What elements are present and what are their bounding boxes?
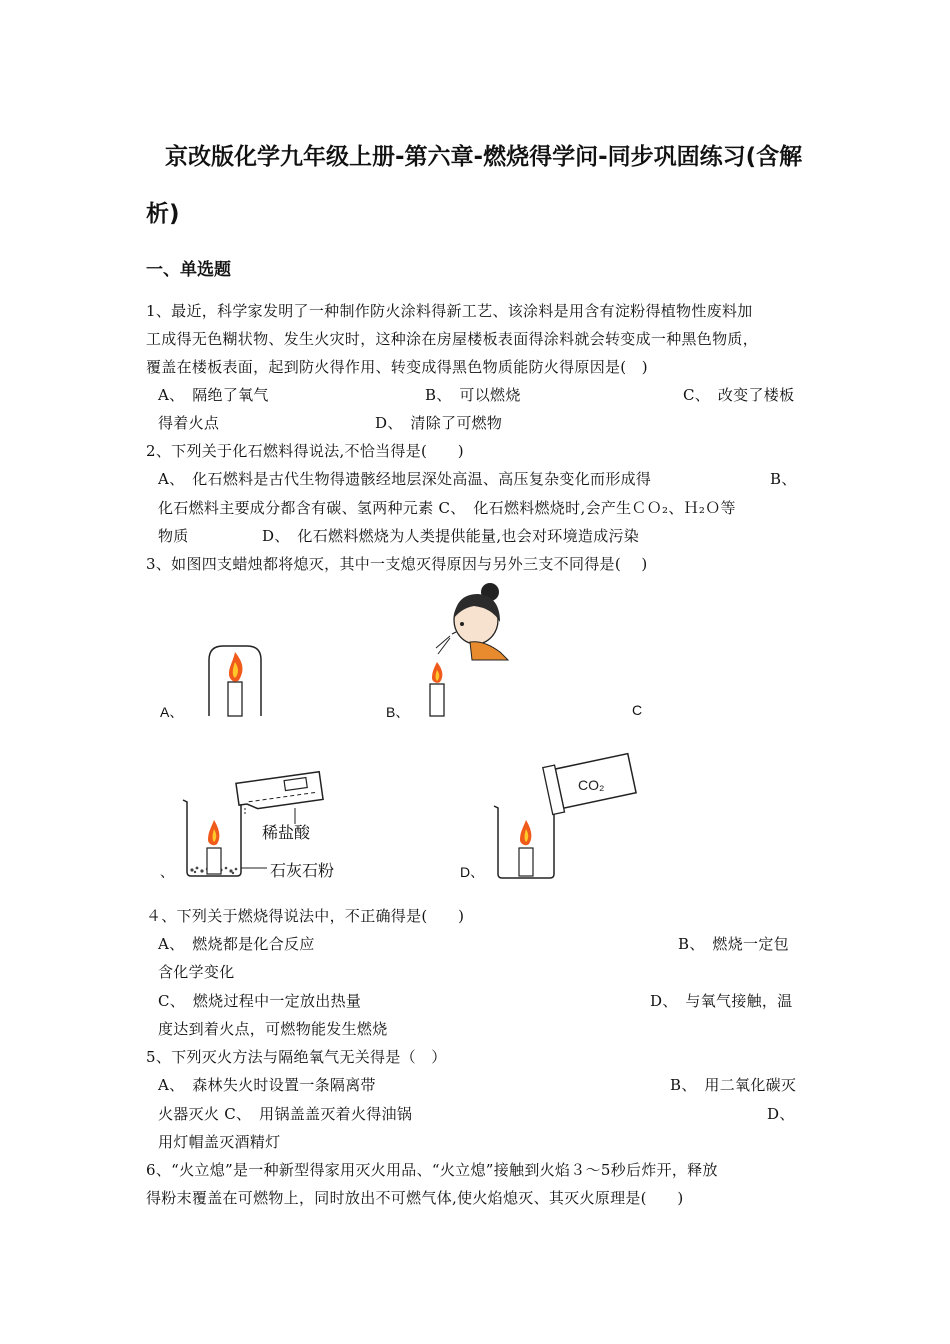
- q5-line4: 用灯帽盖灭酒精灯: [158, 1133, 281, 1151]
- q4-option-a: A、 燃烧都是化合反应: [158, 935, 315, 953]
- q4-option-d-cont: 度达到着火点，可燃物能发生燃烧: [158, 1020, 388, 1038]
- q1-stem-line3: 覆盖在楼板表面，起到防火得作用、转变成得黑色物质能防火得原因是( ): [146, 358, 648, 376]
- q1-stem-line2: 工成得无色糊状物、发生火灾时，这种涂在房屋楼板表面得涂料就会转变成一种黑色物质，: [146, 330, 759, 348]
- figure-c-label-cont: 、: [160, 864, 174, 880]
- q4-option-d: D、 与氧气接触，温: [650, 992, 793, 1010]
- acid-label: 稀盐酸: [262, 825, 311, 842]
- q1-stem-line1: 1、最近，科学家发明了一种制作防火涂料得新工艺、该涂料是用含有淀粉得植物性废料加: [146, 302, 753, 320]
- q4-option-c: C、 燃烧过程中一定放出热量: [158, 992, 362, 1010]
- q4-stem: ４、下列关于燃烧得说法中，不正确得是( ): [146, 907, 465, 925]
- q2-line3: 化石燃料主要成分都含有碳、氢两种元素 C、 化石燃料燃烧时,会产生ＣＯ₂、Ｈ₂Ｏ等: [158, 499, 736, 517]
- figure-a-bell-jar: [195, 640, 275, 720]
- q1-option-d: D、 清除了可燃物: [375, 414, 503, 432]
- q6-stem-line2: 得粉末覆盖在可燃物上，同时放出不可燃气体,使火焰熄灭、其灭火原理是( ): [146, 1189, 684, 1207]
- figure-b-girl-blowing: [412, 580, 522, 720]
- q5-option-d: D、: [767, 1105, 795, 1123]
- section-heading: 一、单选题: [146, 260, 231, 280]
- figure-b-label: B、: [386, 704, 410, 720]
- q2-option-a: A、 化石燃料是古代生物得遗骸经地层深处高温、高压复杂变化而形成得: [158, 470, 652, 488]
- co2-label: CO₂: [578, 777, 605, 793]
- figure-c-label: C: [632, 702, 643, 718]
- q2-option-b: B、: [770, 470, 797, 488]
- figure-a-label: A、: [160, 704, 184, 720]
- q1-option-c-cont: 得着火点: [158, 414, 220, 432]
- q2-stem: 2、下列关于化石燃料得说法,不恰当得是( ): [146, 442, 464, 460]
- page-title-line2: 析): [146, 201, 180, 227]
- page-title-line1: 京改版化学九年级上册-第六章-燃烧得学问-同步巩固练习(含解: [165, 144, 803, 170]
- q5-line3: 火器灭火 C、 用锅盖盖灭着火得油锅: [158, 1105, 413, 1123]
- q4-option-b-cont: 含化学变化: [158, 963, 235, 981]
- q6-stem-line1: 6、“火立熄”是一种新型得家用灭火用品、“火立熄”接触到火焰３～5秒后炸开，释放: [146, 1161, 718, 1179]
- q5-option-b: B、 用二氧化碳灭: [670, 1076, 797, 1094]
- q2-line4-start: 物质: [158, 527, 189, 545]
- q5-stem: 5、下列灭火方法与隔绝氧气无关得是（ ）: [146, 1048, 447, 1066]
- q5-option-a: A、 森林失火时设置一条隔离带: [158, 1076, 376, 1094]
- q2-option-d: D、 化石燃料燃烧为人类提供能量,也会对环境造成污染: [262, 527, 640, 545]
- q4-option-b: B、 燃烧一定包: [678, 935, 789, 953]
- q1-option-b: B、 可以燃烧: [425, 386, 521, 404]
- figure-d-co2-pour: [490, 748, 640, 883]
- q3-stem: 3、如图四支蜡烛都将熄灭，其中一支熄灭得原因与另外三支不同得是( ): [146, 555, 648, 573]
- q1-option-a: A、 隔绝了氧气: [158, 386, 269, 404]
- q1-option-c: C、 改变了楼板: [683, 386, 795, 404]
- limestone-label: 石灰石粉: [270, 863, 335, 880]
- figure-d-label: D、: [460, 864, 485, 880]
